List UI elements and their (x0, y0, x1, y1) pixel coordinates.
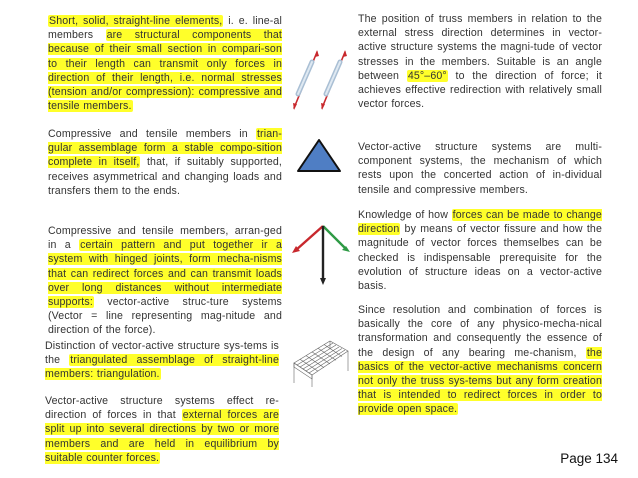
highlighted-text: certain pattern and put together ir a system with hinged joints, form mecha-nisms that can redirect forces and can transmit loads over long distances without intermediate supports: (48, 239, 282, 309)
body-text: The position of truss members in relation to the external stress direction determines in vector-active structure systems the magni-tude of vector stresses in the members. Suitable is an angle between (358, 13, 602, 82)
highlighted-text: external forces are split up into several directions by two or more members and are held in equilibrium by suitable counter forces. (45, 409, 279, 464)
highlighted-text: triangulated assemblage of straight-line members: triangulation. (45, 354, 279, 381)
highlighted-text: are structural components that because of their small section in compari-son to their length can transmit only forces in direction of their length, i.e. normal stresses (tension and/or compression): compressive and tensile members. (48, 29, 282, 113)
body-text: Distinction of vector-active structure sys-tems is the (45, 340, 279, 367)
space-truss-roof-icon (290, 335, 352, 391)
right-paragraph-2 (358, 140, 602, 197)
body-text: Vector-active structure systems are multi-component systems, the mechanism of which rests upon the concerted action of in-dividual tensile and compressive members. (358, 141, 602, 196)
right-paragraph-4 (358, 303, 602, 417)
page-number: Page 134 (560, 451, 618, 466)
highlighted-text: Short, solid, straight-line elements, (49, 15, 223, 27)
highlighted-text: trian-gular assemblage form a stable compo-sition complete in itself, (48, 128, 282, 169)
body-text: Compressive and tensile members, arran-ged in a (48, 225, 282, 252)
highlighted-text: the basics of the vector-active mechanisms concern not only the truss sys-tems but any form creation that is intended to redirect forces in order to provide open space. (358, 346, 602, 416)
left-paragraph-3 (48, 224, 282, 338)
force-vector-diagram-icon (288, 222, 354, 288)
body-text: that, if suitably supported, receives asymmetrical and changing loads and transfers them to the ends. (48, 156, 283, 197)
highlighted-text: 45°–60° (407, 69, 447, 82)
body-text: i. e. line-al members (48, 15, 283, 42)
body-text: Compressive and tensile members in (48, 128, 256, 140)
body-text: Since resolution and combination of forces is basically the core of any physico-mecha-nical transformation and consequently the essence of the design of any bearing me-chanism, (358, 304, 602, 359)
triangle-icon (296, 138, 342, 174)
body-text: Knowledge of how (358, 209, 452, 221)
right-paragraph-3 (358, 208, 602, 293)
highlighted-text: forces can be made to change direction (358, 209, 602, 236)
left-paragraph-2 (48, 127, 282, 198)
body-text: by means of vector fissure and how the magnitude of vector forces themselbes can be checked is indispensable prerequisite for the evolution of structure ideas on a vector-active basis. (358, 223, 602, 293)
body-text: vector-active struc-ture systems (Vector = line representing mag-nitude and direction of the force). (48, 296, 282, 337)
left-paragraph-1 (48, 14, 282, 113)
body-text: Vector-active structure systems effect re-direction of forces in that (45, 395, 279, 422)
left-paragraph-4 (45, 339, 279, 382)
left-paragraph-5 (45, 394, 279, 465)
two-tension-compression-members-icon (288, 42, 354, 118)
body-text: to the direction of force; it achieves effective redirection with relatively small vector forces. (358, 69, 602, 111)
right-paragraph-1 (358, 12, 602, 111)
